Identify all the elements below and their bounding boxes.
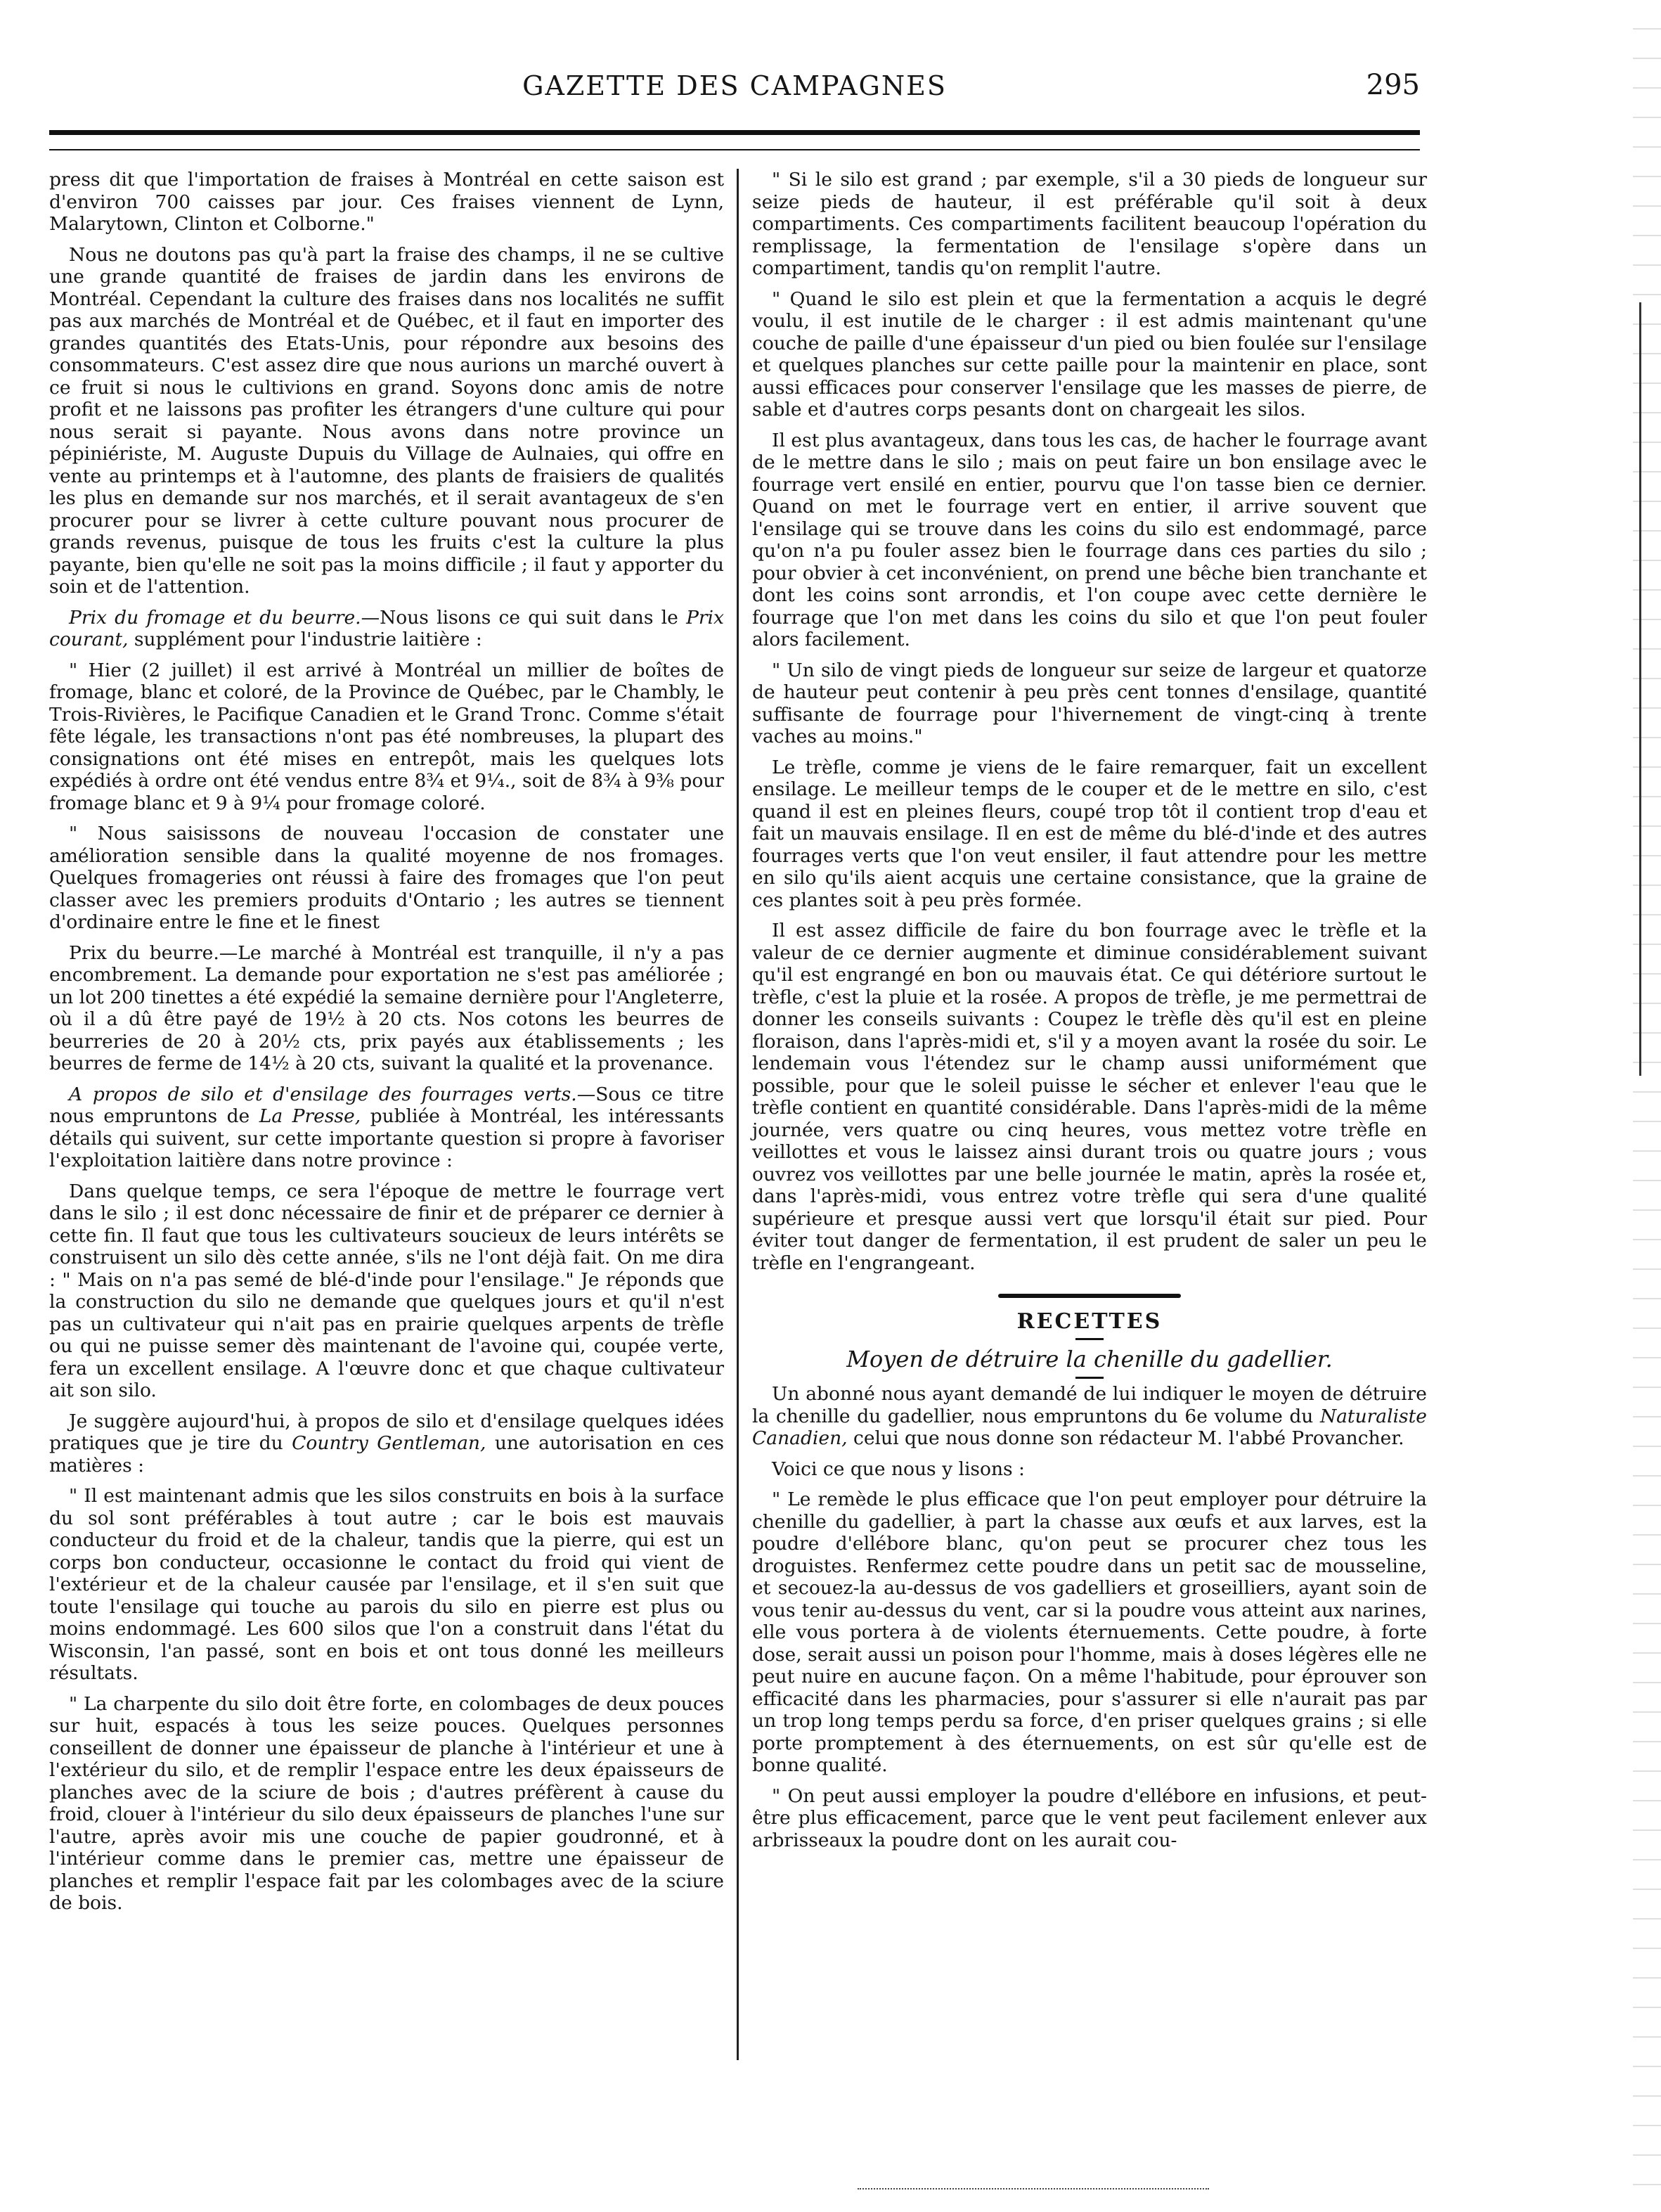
right-column (752, 169, 1427, 1860)
left-column (49, 169, 724, 1923)
paragraph-lead: A propos de silo et d'ensilage des fourrages verts. (69, 1083, 577, 1105)
footer-dotted-rule (858, 2188, 1209, 2191)
quoted-paragraph: " Il est maintenant admis que les silos construits en bois à la surface du sol sont préférables à tout autre ; car le bois est mauvais conducteur du froid et de la chaleur, tandis que la pierre, qui est un corps bon conducteur, occasionne le contact du froid qui vient de l'extérieur et de la chaleur causée par l'ensilage, et il s'en suit que toute l'ensilage qui touche au parois du silo en pierre est plus ou moins endommagé. Les 600 silos que l'on a construit dans l'état du Wisconsin, l'an passé, sont en bois et ont tous donné les meilleurs résultats. (49, 1485, 724, 1684)
page-header (49, 65, 1420, 114)
section-rule (998, 1294, 1181, 1298)
column-divider (737, 169, 739, 2060)
paragraph: Prix du fromage et du beurre.—Nous lisons ce qui suit dans le Prix courant, supplément pour l'industrie laitière : (49, 606, 724, 650)
paragraph: Il est assez difficile de faire du bon fourrage avec le trèfle et la valeur de ce dernier augmente et diminue considérablement suivant qu'il est engrangé en bon ou mauvais état. Ce qui détériore surtout le trèfle, c'est la pluie et la rosée. A propos de trèfle, je me permettrai de donner les conseils suivants : Coupez le trèfle dès qu'il est en pleine floraison, dans l'après-midi et, s'il y a moyen avant la rosée du soir. Le lendemain vous l'étendez sur le champ aussi uniformément que possible, pour que le soleil puisse le sécher et enlever l'eau que le trèfle contient en quantité considérable. Dans l'après-midi de la même journée, vers quatre ou cinq heures, vous mettez votre trèfle en veillottes et vous le laissez ainsi durant trois ou quatre jours ; vous ouvrez vos veillottes par une belle journée le matin, après la rosée et, dans l'après-midi, vous entrez votre trèfle qui sera d'une qualité supérieure et presque aussi vert que lorsqu'il était sur pied. Pour éviter tout danger de fermentation, il est prudent de saler un peu le trèfle en l'engrangeant. (752, 920, 1427, 1274)
quoted-paragraph: " Quand le silo est plein et que la fermentation a acquis le degré voulu, il est inutile de le charger : il est admis maintenant qu'une couche de paille d'une épaisseur d'un pied ou bien foulée sur l'ensilage et quelques planches sur cette paille pour la maintenir en place, sont aussi efficaces pour conserver l'ensilage que les masses de pierre, de sable et d'autres corps pesants dont on chargeait les silos. (752, 288, 1427, 420)
paragraph: Le trèfle, comme je viens de le faire remarquer, fait un excellent ensilage. Le meilleur temps de le couper et de le mettre en silo, c'est quand il est en pleines fleurs, coupé trop tôt il contient trop d'eau et fait un mauvais ensilage. Il en est de même du blé-d'inde et des autres fourrages verts que l'on veut ensiler, il faut attendre pour les mettre en silo qu'ils aient acquis une certaine consistance, que la graine de ces plantes soit à peu près formée. (752, 756, 1427, 911)
paragraph: Voici ce que nous y lisons : (772, 1458, 1025, 1480)
article-subheading: Moyen de détruire la chenille du gadellier. (846, 1346, 1333, 1372)
quoted-paragraph: " La charpente du silo doit être forte, en colombages de deux pouces sur huit, espacés à tous les seize pouces. Quelques personnes conseillent de donner une épaisseur de planche à l'intérieur et une à l'extérieur du silo, et de remplir l'espace entre les deux épaisseurs de planches avec de la sciure de bois ; d'autres préfèrent à cause du froid, clouer à l'intérieur du silo deux épaisseurs de planches l'une sur l'autre, après avoir mis une couche de papier goudronné, et à l'intérieur comme dans le premier cas, mettre une épaisseur de planches et remplir l'espace fait par les colombages avec de la sciure de bois. (49, 1692, 724, 1914)
paragraph: Prix du beurre.—Le marché à Montréal est tranquille, il n'y a pas encombrement. La demande pour exportation ne s'est pas améliorée ; un lot 200 tinettes a été expédié la semaine dernière pour l'Angleterre, où il a dû être payé de 19½ à 20 cts. Nos cotons les beurres de beurreries de 20 à 20½ cts, prix payés aux établissements ; les beurres de ferme de 14½ à 20 cts, suivant la qualité et la provenance. (49, 941, 724, 1074)
paragraph: Dans quelque temps, ce sera l'époque de mettre le fourrage vert dans le silo ; il est donc nécessaire de finir et de préparer ce dernier à cette fin. Il faut que tous les cultivateurs soucieux de leurs intérêts se construisent un silo dès cette année, s'ils ne l'ont déjà fait. On me dira : " Mais on n'a pas semé de blé-d'inde pour l'ensilage." Je réponds que la construction du silo ne demande que quelques jours et qu'il n'est pas un cultivateur qui n'ait pas en prairie quelques arpents de trèfle ou qui ne puisse semer dès maintenant de l'avoine qui, coupée verte, fera un excellent ensilage. A l'œuvre donc et que chaque cultivateur ait son silo. (49, 1180, 724, 1401)
heading-dash (1075, 1338, 1104, 1340)
page-title: GAZETTE DES CAMPAGNES (522, 70, 947, 101)
quoted-paragraph: " Si le silo est grand ; par exemple, s'il a 30 pieds de longueur sur seize pieds de hauteur, il est préférable qu'il soit à deux compartiments. Ces compartiments facilitent beaucoup l'opération du remplissage, la fermentation de l'ensilage s'opère dans un compartiment, tandis qu'on remplit l'autre. (752, 169, 1427, 279)
page-number: 295 (1366, 69, 1420, 101)
quoted-paragraph: " Nous saisissons de nouveau l'occasion de constater une amélioration sensible dans la qualité moyenne de nos fromages. Quelques fromageries ont réussi à faire des fromages que l'on peut classer avec les premiers produits d'Ontario ; les autres se tiennent d'ordinaire entre le fine et le finest (49, 823, 724, 933)
paragraph: Il est plus avantageux, dans tous les cas, de hacher le fourrage avant de le mettre dans le silo ; mais on peut faire un bon ensilage avec le fourrage vert ensilé en entier, pourvu que l'on tasse bien ce dernier. Quand on met le fourrage vert en entier, il arrive souvent que l'ensilage qui se trouve dans les coins du silo est endommagé, parce qu'on n'a pu fouler assez bien le fourrage dans ces parties du silo ; pour obvier à cet inconvénient, on prend une bêche bien tranchante et dont les coins sont arrondis, et l'on coupe avec cette dernière le fourrage que l'on met dans les coins du silo et que l'on peut fouler alors facilement. (752, 429, 1427, 650)
paragraph: A propos de silo et d'ensilage des fourrages verts.—Sous ce titre nous empruntons de La Presse, publiée à Montréal, les intéressants détails qui suivent, sur cette importante question si propre à favoriser l'exploitation laitière dans notre province : (49, 1083, 724, 1171)
paragraph: Nous ne doutons pas qu'à part la fraise des champs, il ne se cultive une grande quantité de fraises de jardin dans les environs de Montréal. Cependant la culture des fraises dans nos localités ne suffit pas aux marchés de Montréal et de Québec, et il faut en importer des grandes quantités des Etats-Unis, pour répondre aux besoins des consommateurs. C'est assez dire que nous aurions un marché ouvert à ce fruit si nous le cultivions en grand. Soyons donc amis de notre profit et ne laissons pas profiter les étrangers d'une culture qui pour nous serait si payante. Nous avons dans notre province un pépiniériste, M. Auguste Dupuis du Village de Aulnaies, qui offre en vente au printemps et à l'automne, des plants de fraisiers de qualités les plus en demande sur nos marchés, et il serait avantageux de s'en procurer pour se livrer à cette culture pouvant nous procurer de grands revenus, puisque de tous les fruits c'est la culture la plus payante, bien qu'elle ne soit pas la moins difficile ; il faut y apporter du soin et de l'attention. (49, 243, 724, 598)
header-double-rule (49, 130, 1420, 150)
quoted-paragraph: " Le remède le plus efficace que l'on peut employer pour détruire la chenille du gadellier, à part la chasse aux œufs et aux larves, est la poudre d'ellébore blanc, qu'on peut se procurer chez tous les droguistes. Renfermez cette poudre dans un petit sac de mousseline, et secouez-la au-dessus de vos gadelliers et groseilliers, ayant soin de vous tenir au-dessus du vent, car si la poudre vous atteint aux narines, elle vous portera à de violents éternuements. Cette poudre, à forte dose, serait aussi un poison pour l'homme, mais à doses légères elle ne peut nuire en aucune façon. On a même l'habitude, pour éprouver son efficacité dans les pharmacies, pour s'assurer si elle n'aurait pas par un trop long temps perdu sa force, d'en priser quelques grains ; si elle porte promptement à des éternuements, on est sûr qu'elle est de bonne qualité. (752, 1488, 1427, 1776)
binding-edge-mark (1639, 302, 1657, 1076)
quoted-paragraph: " Un silo de vingt pieds de longueur sur seize de largeur et quatorze de hauteur peut contenir à peu près cent tonnes d'ensilage, quantité suffisante de fourrage pour l'hivernement de vingt-cinq à trente vaches au moins." (752, 659, 1427, 747)
heading-dash (1075, 1377, 1104, 1379)
paragraph: Un abonné nous ayant demandé de lui indiquer le moyen de détruire la chenille du gadellier, nous empruntons du 6e volume du Naturaliste Canadien, celui que nous donne son rédacteur M. l'abbé Provancher. (752, 1383, 1427, 1449)
quoted-paragraph: " On peut aussi employer la poudre d'ellébore en infusions, et peut-être plus efficacement, parce que le vent peut facilement enlever aux arbrisseaux la poudre dont on les aurait cou- (752, 1785, 1427, 1851)
paragraph: press dit que l'importation de fraises à Montréal en cette saison est d'environ 700 caisses par jour. Ces fraises viennent de Lynn, Malarytown, Clinton et Colborne." (49, 169, 724, 235)
paragraph: Je suggère aujourd'hui, à propos de silo et d'ensilage quelques idées pratiques que je tire du Country Gentleman, une autorisation en ces matières : (49, 1410, 724, 1477)
quoted-paragraph: " Hier (2 juillet) il est arrivé à Montréal un millier de boîtes de fromage, blanc et coloré, de la Province de Québec, par le Chambly, le Trois-Rivières, le Pacifique Canadien et le Grand Tronc. Comme s'était fête légale, les transactions n'ont pas été nombreuses, la plupart des consignations ont été mises en entrepôt, mais les quelques lots expédiés à ordre ont été vendus entre 8¾ et 9¼., soit de 8¾ à 9⅜ pour fromage blanc et 9 à 9¼ pour fromage coloré. (49, 659, 725, 814)
paragraph-lead: Prix du fromage et du beurre. (69, 606, 361, 629)
section-heading: RECETTES (1016, 1309, 1163, 1334)
